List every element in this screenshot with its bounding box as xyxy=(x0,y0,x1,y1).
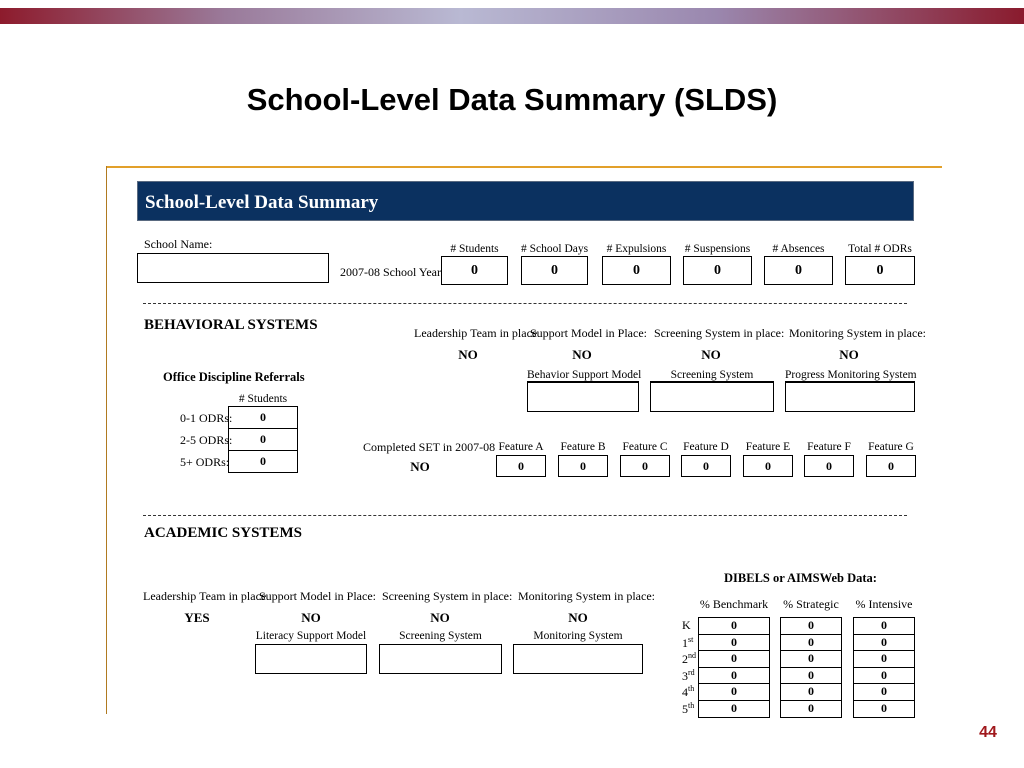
beh-support-value: NO xyxy=(572,347,592,362)
dibels-grade-label xyxy=(682,618,691,633)
dibels-cell[interactable]: 0 xyxy=(853,700,915,718)
set-value: NO xyxy=(410,459,430,474)
literacy-model-field[interactable] xyxy=(255,644,367,674)
feature-a-value[interactable]: 0 xyxy=(496,455,546,477)
school-days-value[interactable]: 0 xyxy=(521,256,588,285)
acad-monitoring-value: NO xyxy=(568,610,588,625)
acad-screening-system-label: Screening System xyxy=(399,630,482,642)
feature-b-value[interactable]: 0 xyxy=(558,455,608,477)
suspensions-header: # Suspensions xyxy=(684,243,751,255)
dibels-cell[interactable]: 0 xyxy=(853,617,915,635)
beh-leadership-label: Leadership Team in place xyxy=(414,326,538,340)
school-name-field[interactable] xyxy=(137,253,329,283)
feature-d-value[interactable]: 0 xyxy=(681,455,731,477)
grade-suffix: th xyxy=(688,701,695,710)
acad-monitoring-system-label: Monitoring System xyxy=(533,630,623,642)
absences-value[interactable]: 0 xyxy=(764,256,833,285)
feature-g-value[interactable]: 0 xyxy=(866,455,916,477)
odr-students-header: # Students xyxy=(238,393,288,405)
dibels-cell[interactable]: 0 xyxy=(853,683,915,701)
dibels-cell[interactable]: 0 xyxy=(780,617,842,635)
grade-suffix: th xyxy=(688,684,695,694)
dibels-title: DIBELS or AIMSWeb Data: xyxy=(724,571,877,585)
feature-f-header: Feature F xyxy=(807,441,851,453)
feature-e-header: Feature E xyxy=(745,441,791,453)
dibels-cell[interactable]: 0 xyxy=(853,667,915,685)
behavioral-heading: BEHAVIORAL SYSTEMS xyxy=(144,317,318,333)
odr-0-1-label: 0-1 ODRs: xyxy=(180,411,233,425)
feature-a-header: Feature A xyxy=(498,441,544,453)
dibels-cell[interactable]: 0 xyxy=(780,683,842,701)
odr-5plus-value[interactable]: 0 xyxy=(229,451,298,473)
beh-screening-system-field[interactable] xyxy=(650,382,774,412)
acad-screening-label: Screening System in place: xyxy=(382,589,513,603)
form-banner: School-Level Data Summary xyxy=(137,181,914,221)
feature-c-header: Feature C xyxy=(622,441,668,453)
school-year-label: 2007-08 School Year xyxy=(340,265,441,279)
section-divider-2 xyxy=(143,515,907,516)
dibels-grade-label xyxy=(682,651,696,667)
dibels-cell[interactable]: 0 xyxy=(780,650,842,668)
school-days-header: # School Days xyxy=(521,243,589,255)
dibels-cell[interactable]: 0 xyxy=(853,650,915,668)
beh-monitoring-value: NO xyxy=(839,347,859,362)
academic-heading: ACADEMIC SYSTEMS xyxy=(144,525,302,541)
dibels-grade-label xyxy=(682,684,694,700)
dibels-cell[interactable]: 0 xyxy=(698,634,770,652)
dibels-grade-label xyxy=(682,701,694,717)
beh-screening-label: Screening System in place: xyxy=(654,326,785,340)
grade-base: 4 xyxy=(682,685,688,700)
acad-monitoring-system-field[interactable] xyxy=(513,644,643,674)
dibels-cell[interactable]: 0 xyxy=(780,700,842,718)
dibels-cell[interactable]: 0 xyxy=(853,634,915,652)
dibels-cell[interactable]: 0 xyxy=(698,617,770,635)
expulsions-header: # Expulsions xyxy=(606,243,667,255)
dibels-cell[interactable]: 0 xyxy=(698,700,770,718)
odr-5plus-label: 5+ ODRs: xyxy=(180,455,230,469)
feature-g-header: Feature G xyxy=(868,441,914,453)
behavior-model-field[interactable] xyxy=(527,382,639,412)
slide-title: School-Level Data Summary (SLDS) xyxy=(246,82,778,117)
feature-b-header: Feature B xyxy=(560,441,606,453)
dibels-cell[interactable]: 0 xyxy=(780,667,842,685)
grade-base: K xyxy=(682,618,691,632)
expulsions-value[interactable]: 0 xyxy=(602,256,671,285)
school-name-label: School Name: xyxy=(144,237,213,251)
students-header: # Students xyxy=(450,243,499,255)
odr-table xyxy=(228,406,298,473)
acad-support-label: Support Model in Place: xyxy=(259,589,376,603)
literacy-model-label: Literacy Support Model xyxy=(255,630,367,642)
absences-header: # Absences xyxy=(772,243,825,255)
acad-leadership-label: Leadership Team in place xyxy=(143,589,267,603)
frame-left-border xyxy=(106,166,107,714)
progress-monitoring-label: Progress Monitoring System xyxy=(785,369,917,381)
grade-base: 5 xyxy=(682,702,688,716)
dibels-grade-label xyxy=(682,635,693,651)
beh-screening-system-label: Screening System xyxy=(650,369,774,382)
feature-c-value[interactable]: 0 xyxy=(620,455,670,477)
progress-monitoring-field[interactable] xyxy=(785,382,915,412)
odr-2-5-label: 2-5 ODRs: xyxy=(180,433,233,447)
feature-d-header: Feature D xyxy=(683,441,729,453)
dibels-grade-label xyxy=(682,668,695,684)
acad-screening-value: NO xyxy=(430,610,450,625)
acad-leadership-value: YES xyxy=(184,610,210,625)
beh-screening-value: NO xyxy=(701,347,721,362)
total-odrs-value[interactable]: 0 xyxy=(845,256,915,285)
grade-base: 3 xyxy=(682,668,688,683)
feature-e-value[interactable]: 0 xyxy=(743,455,793,477)
students-value[interactable]: 0 xyxy=(441,256,508,285)
beh-support-label: Support Model in Place: xyxy=(530,326,647,340)
frame-top-border xyxy=(106,166,942,168)
grade-base: 1 xyxy=(682,635,688,650)
beh-monitoring-label: Monitoring System in place: xyxy=(789,326,926,340)
dibels-cell[interactable]: 0 xyxy=(780,634,842,652)
top-accent-bar xyxy=(0,8,1024,24)
grade-suffix: rd xyxy=(688,667,695,677)
grade-base: 2 xyxy=(682,652,688,667)
suspensions-value[interactable]: 0 xyxy=(683,256,752,285)
set-label: Completed SET in 2007-08 xyxy=(363,440,496,454)
acad-support-value: NO xyxy=(301,610,321,625)
feature-f-value[interactable]: 0 xyxy=(804,455,854,477)
dibels-benchmark-header: % Benchmark xyxy=(699,597,769,611)
grade-suffix: st xyxy=(688,634,694,644)
page-number: 44 xyxy=(979,724,997,741)
section-divider xyxy=(143,303,907,304)
dibels-strategic-header: % Strategic xyxy=(783,597,839,611)
beh-leadership-value: NO xyxy=(458,347,478,362)
odr-title: Office Discipline Referrals xyxy=(163,370,305,384)
dibels-cell[interactable]: 0 xyxy=(698,683,770,701)
dibels-intensive-header: % Intensive xyxy=(855,597,913,611)
odr-0-1-value[interactable]: 0 xyxy=(229,407,298,429)
odr-2-5-value[interactable]: 0 xyxy=(229,429,298,451)
acad-monitoring-label: Monitoring System in place: xyxy=(518,589,655,603)
total-odrs-header: Total # ODRs xyxy=(848,243,912,255)
dibels-cell[interactable]: 0 xyxy=(698,650,770,668)
dibels-cell[interactable]: 0 xyxy=(698,667,770,685)
behavior-model-label: Behavior Support Model xyxy=(527,369,642,381)
grade-suffix: nd xyxy=(688,651,696,661)
acad-screening-system-field[interactable] xyxy=(379,644,502,674)
